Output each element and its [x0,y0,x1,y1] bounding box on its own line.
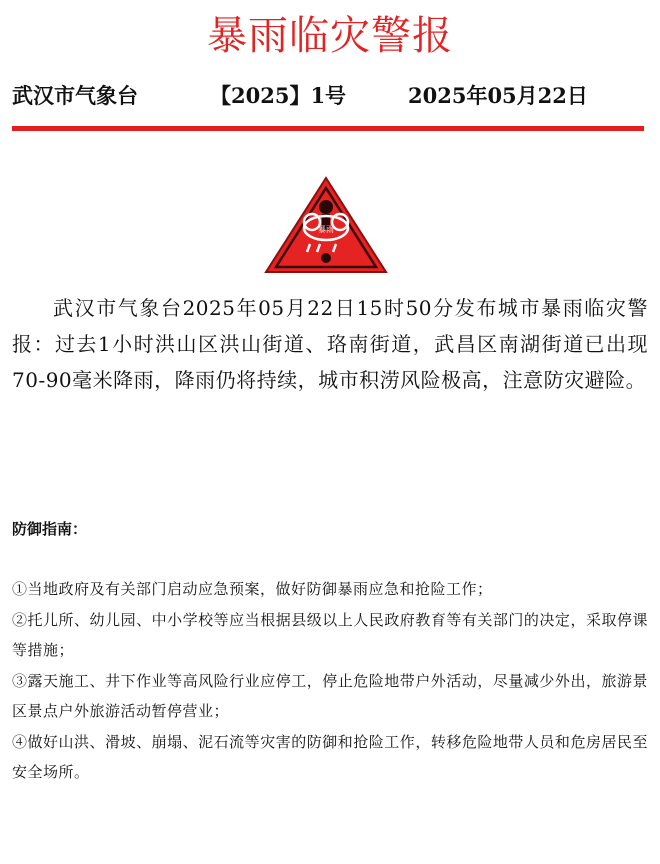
exclamation-top [319,200,333,214]
issue-date: 2025年05月22日 [408,83,588,108]
guide-item-4: ④做好山洪、滑坡、崩塌、泥石流等灾害的防御和抢险工作，转移危险地带人员和危房居民至安全场所。 [12,733,648,781]
document-number: 【2025】1号 [210,83,347,108]
rainstorm-warning-icon [264,176,388,276]
guide-list [12,574,648,788]
guide-item-2: ②托儿所、幼儿园、中小学校等应当根据县级以上人民政府教育等有关部门的决定，采取停课等措施； [12,611,648,659]
guide-title: 防御指南： [12,520,88,538]
issuer-name: 武汉市气象台 [12,83,138,108]
guide-item-1: ①当地政府及有关部门启动应急预案，做好防御暴雨应急和抢险工作； [12,580,493,598]
header-divider [12,126,644,131]
alert-body: 武汉市气象台2025年05月22日15时50分发布城市暴雨临灾警报：过去1小时洪山区洪山街道、珞南街道，武昌区南湖街道已出现70-90毫米降雨，降雨仍将持续，城市积涝风险极高，注意防灾避险。 [12,296,648,392]
exclamation-dot [321,253,331,263]
guide-item-3: ③露天施工、井下作业等高风险行业应停工，停止危险地带户外活动，尽量减少外出，旅游景区景点户外旅游活动暂停营业； [12,672,648,720]
alert-title: 暴雨临灾警报 [207,13,453,59]
icon-label: 暴雨 [318,225,334,234]
document-header [0,78,660,114]
